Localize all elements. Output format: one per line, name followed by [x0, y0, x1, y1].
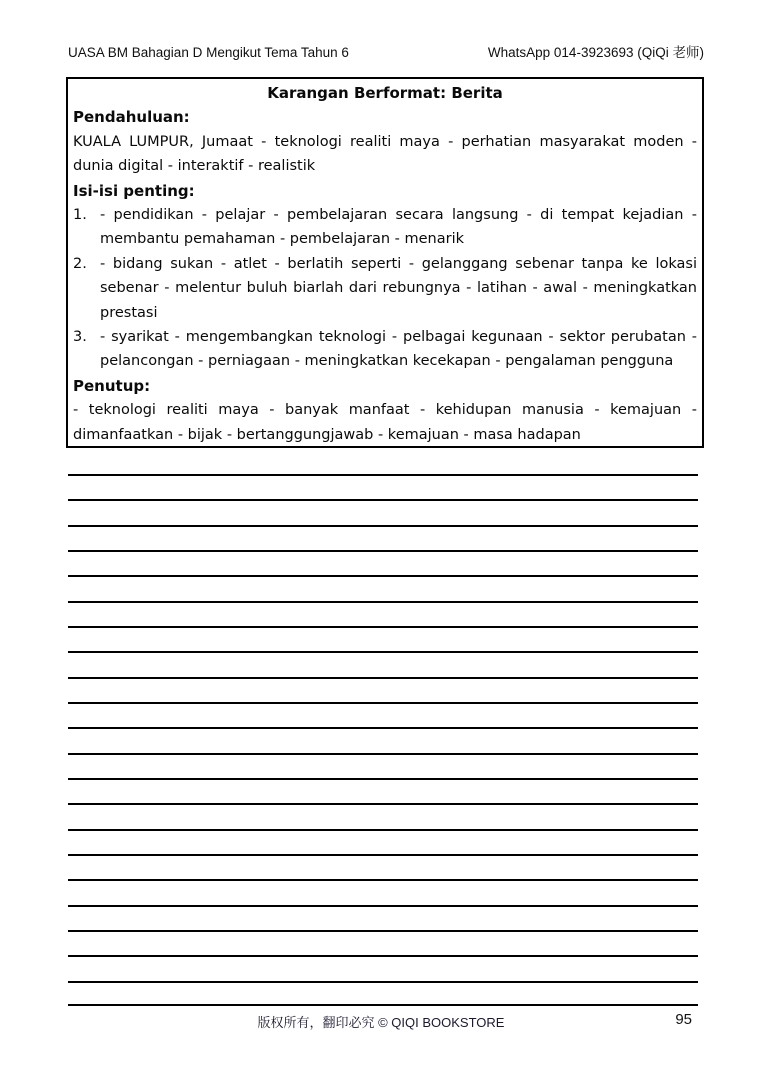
writing-line — [68, 601, 698, 603]
page-number: 95 — [675, 1011, 692, 1028]
isi-item-text: - syarikat - mengembangkan teknologi - pelbagai kegunaan - sektor perubatan - pelancongan - perniagaan - meningkatkan kecekapan - pengalaman pengguna — [100, 329, 697, 370]
isi-item-3 — [73, 325, 697, 374]
header-left-title: UASA BM Bahagian D Mengikut Tema Tahun 6 — [68, 45, 349, 60]
writing-line — [68, 626, 698, 628]
writing-lines — [68, 474, 698, 984]
isi-item-text: - pendidikan - pelajar - pembelajaran secara langsung - di tempat kejadian - membantu pemahaman - pembelajaran - menarik — [100, 207, 697, 248]
writing-line — [68, 829, 698, 831]
writing-line — [68, 981, 698, 983]
isi-item-text: - bidang sukan - atlet - berlatih seperti - gelanggang sebenar tanpa ke lokasi sebenar - melentur buluh biarlah dari rebungnya - latihan - awal - meningkatkan prestasi — [100, 255, 697, 321]
penutup-text: - teknologi realiti maya - banyak manfaat - kehidupan manusia - kemajuan - dimanfaatkan - bijak - bertanggungjawab - kemajuan - masa hadapan — [73, 402, 697, 443]
footer-rule — [68, 1004, 698, 1006]
writing-line — [68, 753, 698, 755]
box-title: Karangan Berformat: Berita — [267, 84, 503, 102]
writing-line — [68, 525, 698, 527]
page-header — [68, 41, 704, 61]
writing-line — [68, 955, 698, 957]
writing-line — [68, 879, 698, 881]
content-box — [66, 77, 704, 448]
writing-line — [68, 575, 698, 577]
isi-item-number: 1. — [73, 207, 87, 224]
isi-item-2 — [73, 252, 697, 325]
isi-item-number: 3. — [73, 329, 87, 346]
writing-line — [68, 778, 698, 780]
writing-line — [68, 474, 698, 476]
writing-line — [68, 854, 698, 856]
isi-item-1 — [73, 203, 697, 252]
writing-line — [68, 727, 698, 729]
header-right-contact: WhatsApp 014-3923693 (QiQi 老师) — [487, 45, 704, 60]
writing-line — [68, 677, 698, 679]
writing-line — [68, 803, 698, 805]
writing-line — [68, 702, 698, 704]
isi-label: Isi-isi penting: — [73, 181, 195, 200]
pendahuluan-label: Pendahuluan: — [73, 108, 190, 127]
footer-copyright: 版权所有，翻印必究 © QIQI BOOKSTORE — [257, 1015, 505, 1030]
isi-item-number: 2. — [73, 255, 87, 272]
pendahuluan-text: KUALA LUMPUR, Jumaat - teknologi realiti maya - perhatian masyarakat moden - dunia digital - interaktif - realistik — [73, 133, 697, 175]
writing-line — [68, 930, 698, 932]
writing-line — [68, 651, 698, 653]
penutup-label: Penutup: — [73, 376, 151, 395]
writing-line — [68, 905, 698, 907]
writing-line — [68, 550, 698, 552]
writing-line — [68, 499, 698, 501]
